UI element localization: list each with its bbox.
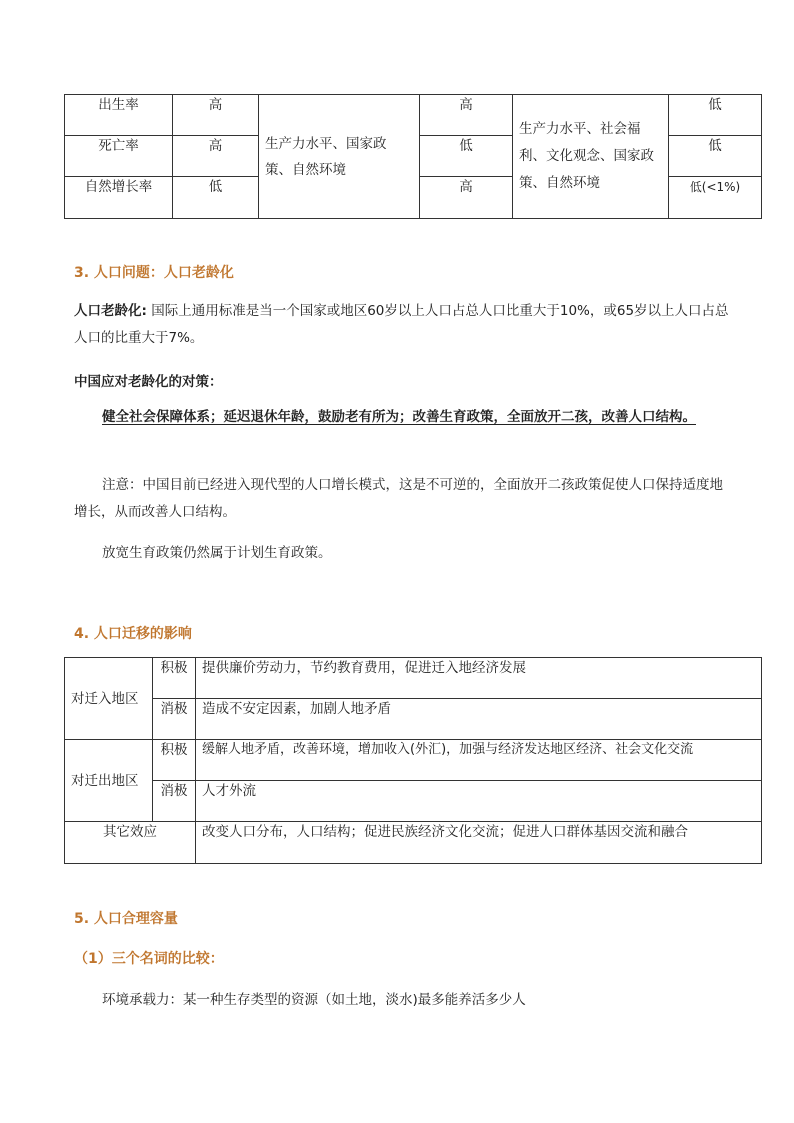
factors-text-2: 生产力水平、社会福利、文化观念、国家政策、自然环境	[519, 121, 654, 191]
out-negative-label: 消极	[153, 781, 196, 822]
cell-natural-3: 低(<1%)	[669, 177, 762, 219]
in-region-label: 对迁入地区	[65, 658, 153, 740]
in-negative-label: 消极	[153, 699, 196, 740]
factors-text-1: 生产力水平、国家政策、自然环境	[265, 135, 387, 178]
cell-death-2: 低	[420, 136, 513, 177]
aging-definition	[74, 298, 734, 352]
cell-death-1: 高	[173, 136, 259, 177]
row-label-birth: 出生率	[65, 95, 173, 136]
out-region-label: 对迁出地区	[65, 740, 153, 822]
in-positive-text: 提供廉价劳动力，节约教育费用，促进迁入地经济发展	[196, 658, 762, 699]
cell-death-3: 低	[669, 136, 762, 177]
other-effects-label: 其它效应	[65, 822, 196, 864]
measures-title: 中国应对老龄化的对策：	[74, 374, 223, 390]
aging-definition-text: 国际上通用标准是当一个国家或地区60岁以上人口占总人口比重大于10%，或65岁以上人口占总人口的比重大于7%。	[74, 303, 729, 346]
aging-definition-label: 人口老龄化:	[74, 303, 147, 319]
factors-cell-2	[513, 95, 669, 219]
factors-cell-1	[259, 95, 420, 219]
migration-table	[64, 657, 762, 864]
cell-birth-1: 高	[173, 95, 259, 136]
section5-heading: 5. 人口合理容量	[74, 911, 178, 927]
cell-natural-2: 高	[420, 177, 513, 219]
section3-heading: 3. 人口问题：人口老龄化	[74, 265, 234, 281]
cell-natural-1: 低	[173, 177, 259, 219]
out-negative-text: 人才外流	[196, 781, 762, 822]
in-negative-text: 造成不安定因素，加剧人地矛盾	[196, 699, 762, 740]
row-label-death: 死亡率	[65, 136, 173, 177]
measures-text: 健全社会保障体系；延迟退休年龄，鼓励老有所为；改善生育政策，全面放开二孩，改善人口结构。	[102, 409, 696, 425]
cell-birth-3: 低	[669, 95, 762, 136]
row-label-natural: 自然增长率	[65, 177, 173, 219]
cell-birth-2: 高	[420, 95, 513, 136]
section4-heading: 4. 人口迁移的影响	[74, 626, 192, 642]
in-positive-label: 积极	[153, 658, 196, 699]
relax-policy-text: 放宽生育政策仍然属于计划生育政策。	[102, 545, 332, 561]
capacity-text: 环境承载力：某一种生存类型的资源（如土地，淡水)最多能养活多少人	[102, 992, 526, 1008]
out-positive-label: 积极	[153, 740, 196, 781]
section5-subheading: （1）三个名词的比较：	[74, 951, 224, 967]
note-text: 注意：中国目前已经进入现代型的人口增长模式，这是不可逆的，全面放开二孩政策促使人口保持适度地增长，从而改善人口结构。	[74, 477, 723, 520]
other-effects-text: 改变人口分布，人口结构；促进民族经济文化交流；促进人口群体基因交流和融合	[196, 822, 762, 864]
out-positive-text: 缓解人地矛盾，改善环境，增加收入(外汇)，加强与经济发达地区经济、社会文化交流	[196, 740, 762, 781]
growth-table	[64, 94, 762, 219]
